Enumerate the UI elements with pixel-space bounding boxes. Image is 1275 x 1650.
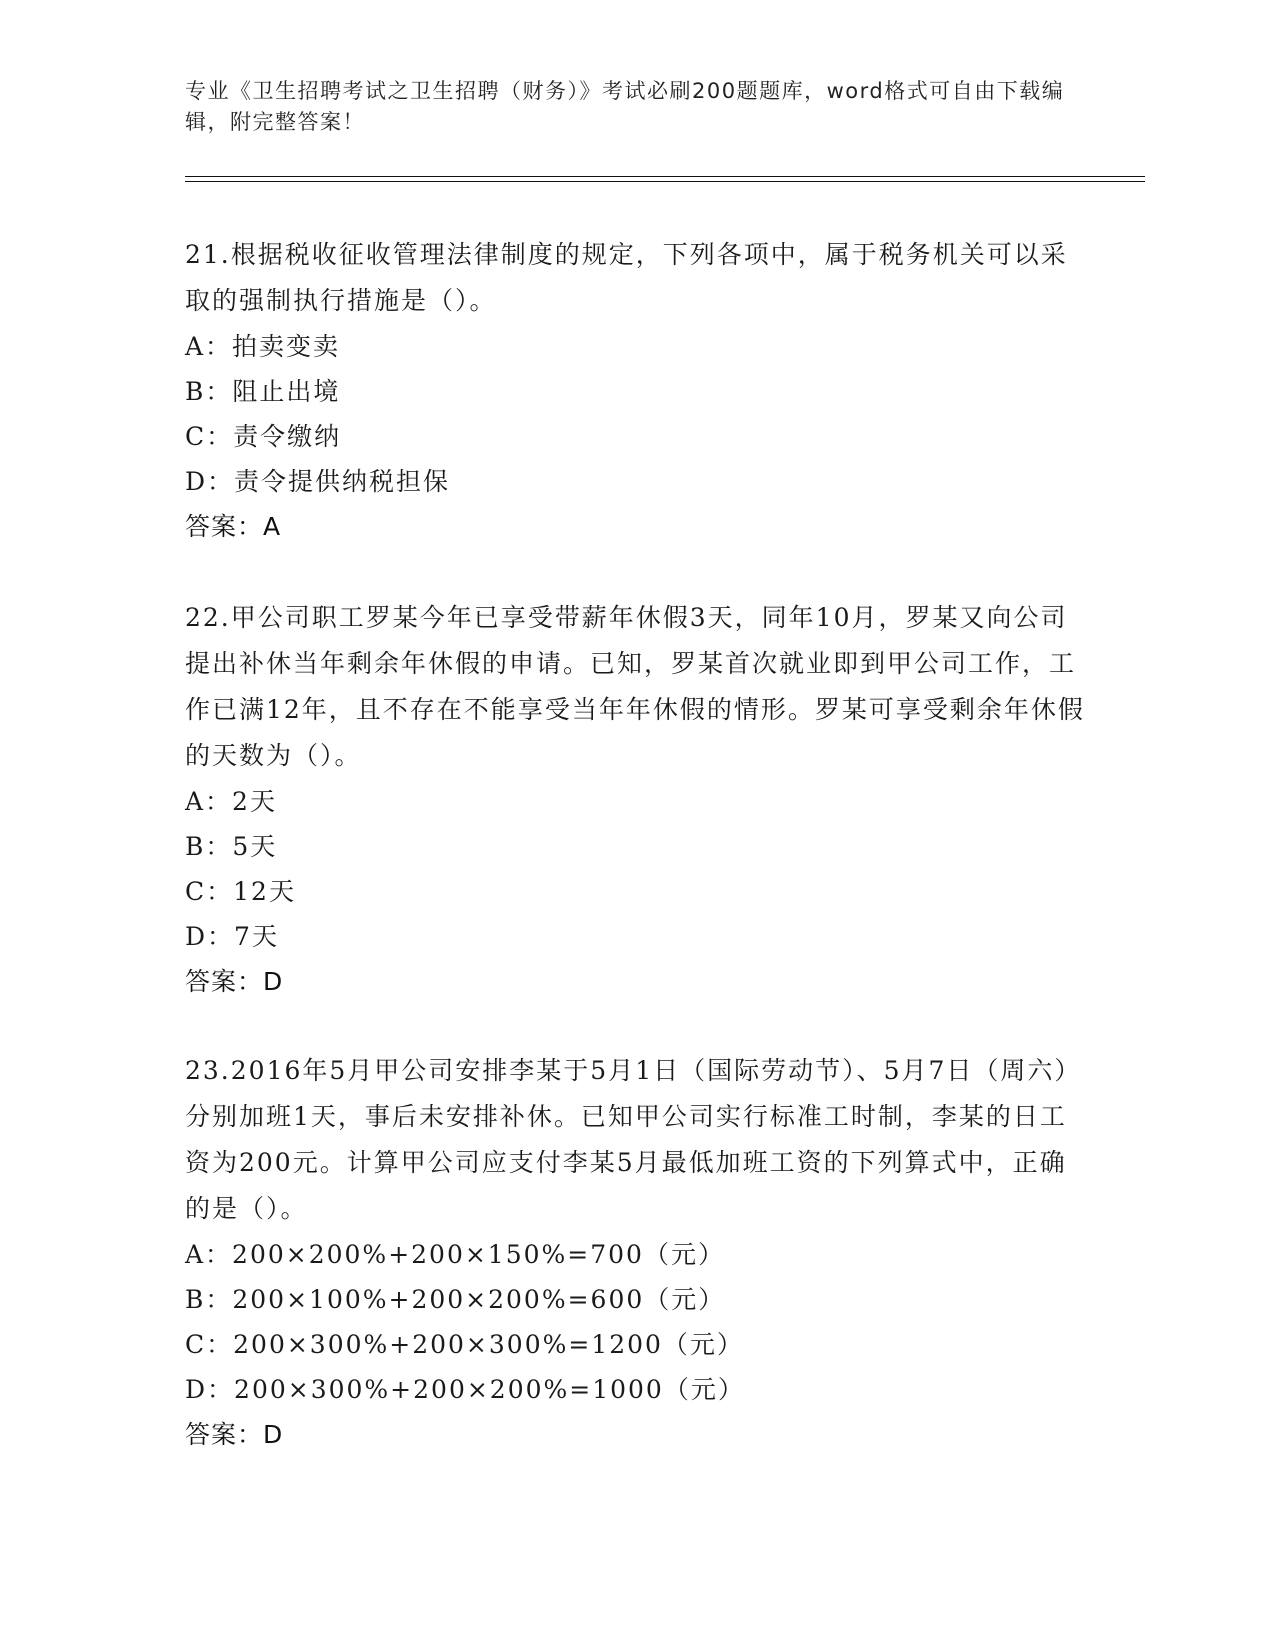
answer-line: 答案：A bbox=[185, 512, 282, 541]
option-c: C：12天 bbox=[185, 877, 296, 906]
question-23 bbox=[185, 1048, 1085, 1458]
question-stem: 23.2016年5月甲公司安排李某于5月1日（国际劳动节）、5月7日（周六）分别加班1天，事后未安排补休。已知甲公司实行标准工时制，李某的日工资为200元。计算甲公司应支付李某5月最低加班工资的下列算式中，正确的是（）。 bbox=[185, 1056, 1082, 1223]
document-header-intro: 专业《卫生招聘考试之卫生招聘（财务）》考试必刷200题题库，word格式可自由下载编辑，附完整答案！ bbox=[185, 79, 1065, 134]
option-c: C：200×300%+200×300%=1200（元） bbox=[185, 1330, 744, 1359]
question-stem: 22.甲公司职工罗某今年已享受带薪年休假3天，同年10月，罗某又向公司提出补休当年剩余年休假的申请。已知，罗某首次就业即到甲公司工作，工作已满12年，且不存在不能享受当年年休假的情形。罗某可享受剩余年休假的天数为（）。 bbox=[185, 603, 1085, 770]
option-b: B：200×100%+200×200%=600（元） bbox=[185, 1285, 726, 1314]
option-b: B：阻止出境 bbox=[185, 377, 341, 406]
question-stem: 21.根据税收征收管理法律制度的规定，下列各项中，属于税务机关可以采取的强制执行措施是（）。 bbox=[185, 240, 1068, 315]
option-d: D：7天 bbox=[185, 922, 279, 951]
question-21 bbox=[185, 232, 1085, 550]
header-divider-bottom bbox=[185, 181, 1145, 182]
option-d: D：200×300%+200×200%=1000（元） bbox=[185, 1375, 745, 1404]
option-a: A：2天 bbox=[185, 787, 277, 816]
answer-line: 答案：D bbox=[185, 967, 284, 996]
option-c: C：责令缴纳 bbox=[185, 422, 342, 451]
option-b: B：5天 bbox=[185, 832, 278, 861]
option-d: D：责令提供纳税担保 bbox=[185, 467, 451, 496]
option-a: A：拍卖变卖 bbox=[185, 332, 341, 361]
question-22 bbox=[185, 595, 1085, 1005]
header-divider-top bbox=[185, 176, 1145, 177]
option-a: A：200×200%+200×150%=700（元） bbox=[185, 1240, 725, 1269]
answer-line: 答案：D bbox=[185, 1420, 284, 1449]
